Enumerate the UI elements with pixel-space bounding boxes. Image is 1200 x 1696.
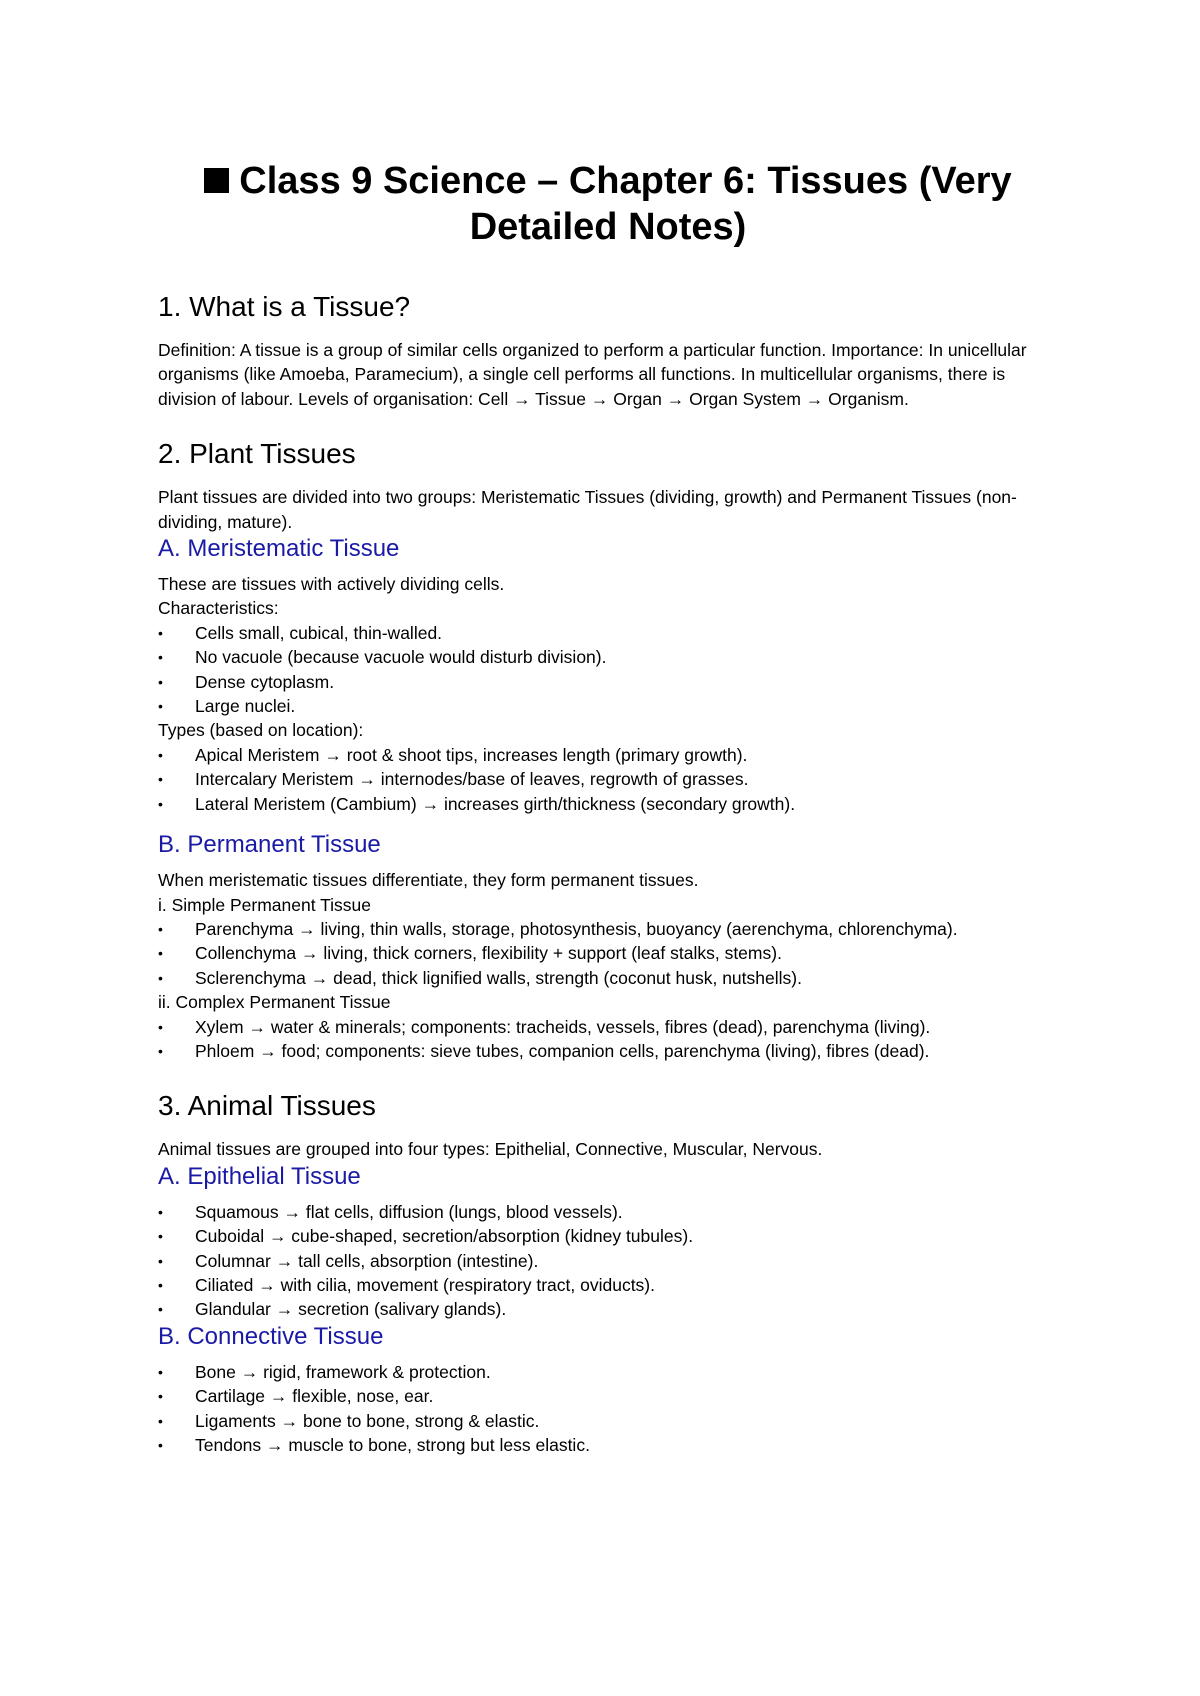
epithelial-list [158, 1200, 1058, 1322]
list-item: • Bone → rigid, framework & protection. [158, 1360, 1058, 1384]
list-item: • Large nuclei. [158, 694, 1058, 718]
section-heading-3: 3. Animal Tissues [158, 1090, 376, 1122]
section-heading-2: 2. Plant Tissues [158, 438, 356, 470]
simple-list [158, 917, 1058, 990]
list-item: • Cuboidal → cube-shaped, secretion/absorption (kidney tubules). [158, 1224, 1058, 1248]
list-item: • Glandular → secretion (salivary glands). [158, 1297, 1058, 1321]
simple-label: i. Simple Permanent Tissue [158, 894, 372, 915]
list-item: • Cells small, cubical, thin-walled. [158, 621, 1058, 645]
list-item: • Tendons → muscle to bone, strong but less elastic. [158, 1433, 1058, 1457]
subheading-epithelial: A. Epithelial Tissue [158, 1162, 361, 1190]
types-label: Types (based on location): [158, 720, 364, 741]
characteristics-list [158, 621, 1058, 719]
document-title [158, 158, 1058, 250]
subheading-permanent: B. Permanent Tissue [158, 831, 381, 859]
animal-intro: Animal tissues are grouped into four types: Epithelial, Connective, Muscular, Nervous. [158, 1139, 823, 1160]
list-item: • Cartilage → flexible, nose, ear. [158, 1384, 1058, 1408]
list-item: • Dense cytoplasm. [158, 670, 1058, 694]
plant-intro: Plant tissues are divided into two groups: Meristematic Tissues (dividing, growth) and Permanent Tissues (non-dividing, mature). [158, 487, 1017, 532]
subheading-meristematic: A. Meristematic Tissue [158, 535, 400, 563]
title-text: Class 9 Science – Chapter 6: Tissues (Very Detailed Notes) [239, 160, 1012, 248]
list-item: • Ciliated → with cilia, movement (respiratory tract, oviducts). [158, 1273, 1058, 1297]
subheading-connective: B. Connective Tissue [158, 1322, 384, 1350]
document-page [158, 0, 1058, 1457]
complex-label: ii. Complex Permanent Tissue [158, 992, 391, 1013]
complex-list [158, 1015, 1058, 1064]
list-item: • Intercalary Meristem → internodes/base of leaves, regrowth of grasses. [158, 767, 1058, 791]
section-heading-1: 1. What is a Tissue? [158, 291, 411, 322]
list-item: • Parenchyma → living, thin walls, storage, photosynthesis, buoyancy (aerenchyma, chlorenchyma). [158, 917, 1058, 941]
list-item: • No vacuole (because vacuole would disturb division). [158, 645, 1058, 669]
list-item: • Columnar → tall cells, absorption (intestine). [158, 1249, 1058, 1273]
list-item: • Xylem → water & minerals; components: tracheids, vessels, fibres (dead), parenchyma (living). [158, 1015, 1058, 1039]
characteristics-label: Characteristics: [158, 598, 279, 619]
connective-list [158, 1360, 1058, 1458]
list-item: • Sclerenchyma → dead, thick lignified walls, strength (coconut husk, nutshells). [158, 966, 1058, 990]
definition-paragraph: Definition: A tissue is a group of similar cells organized to perform a particular function. Importance: In unicellular organisms (like Amoeba, Paramecium), a single cell performs all functions. In multicellular organisms, there is division of labour. Levels of organisation: Cell → Tissue → Organ → Organ System → Organism. [158, 340, 1027, 409]
square-bullet-icon [204, 168, 229, 193]
list-item: • Collenchyma → living, thick corners, flexibility + support (leaf stalks, stems). [158, 941, 1058, 965]
list-item: • Ligaments → bone to bone, strong & elastic. [158, 1409, 1058, 1433]
types-list [158, 743, 1058, 816]
list-item: • Squamous → flat cells, diffusion (lungs, blood vessels). [158, 1200, 1058, 1224]
permanent-line: When meristematic tissues differentiate, they form permanent tissues. [158, 870, 699, 891]
list-item: • Lateral Meristem (Cambium) → increases girth/thickness (secondary growth). [158, 792, 1058, 816]
list-item: • Apical Meristem → root & shoot tips, increases length (primary growth). [158, 743, 1058, 767]
list-item: • Phloem → food; components: sieve tubes, companion cells, parenchyma (living), fibres (dead). [158, 1039, 1058, 1063]
meristematic-line: These are tissues with actively dividing cells. [158, 574, 505, 595]
